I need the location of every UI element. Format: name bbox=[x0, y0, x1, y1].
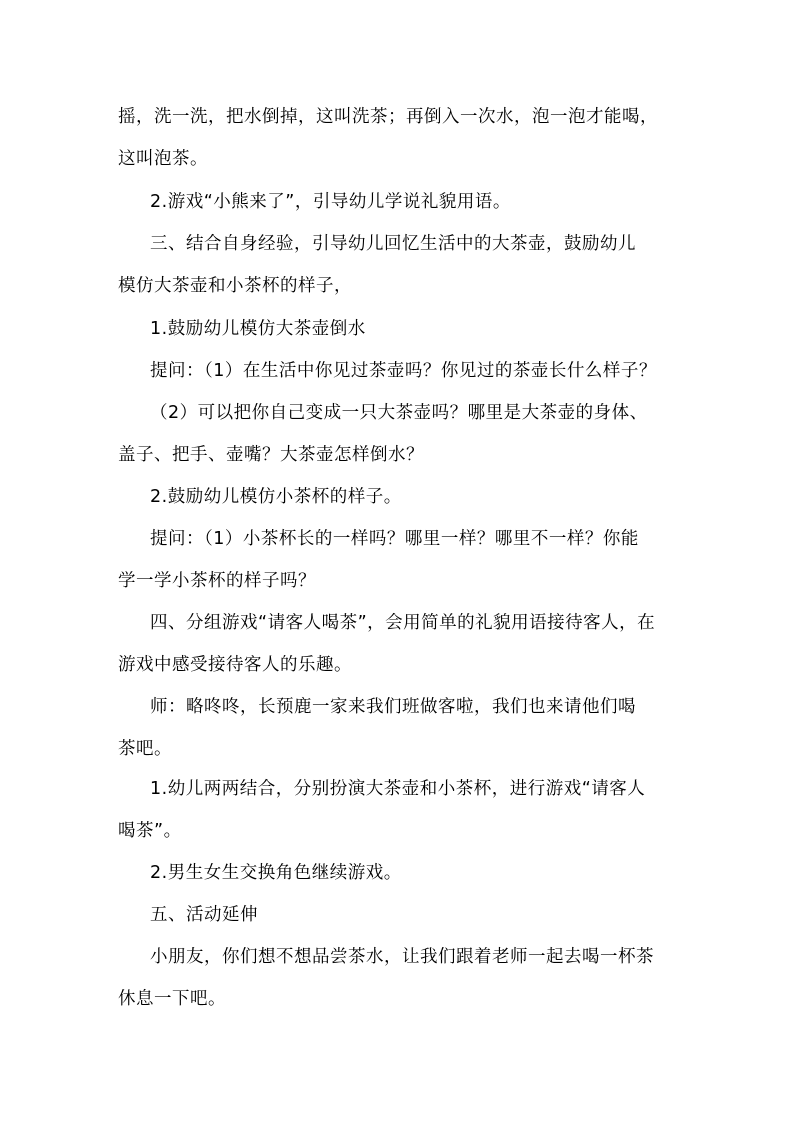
text-line: 2.男生女生交换角色继续游戏。 bbox=[150, 863, 402, 883]
text-line: 2.游戏“小熊来了”，引导幼儿学说礼貌用语。 bbox=[150, 192, 511, 212]
text-line: 休息一下吧。 bbox=[118, 989, 226, 1009]
text-line: 2.鼓励幼儿模仿小茶杯的样子。 bbox=[150, 487, 402, 507]
text-line: 这叫泡茶。 bbox=[118, 149, 208, 169]
text-line: 学一学小茶杯的样子吗？ bbox=[118, 571, 316, 591]
text-line: 茶吧。 bbox=[118, 739, 172, 759]
text-line: 四、分组游戏“请客人喝茶”，会用简单的礼貌用语接待客人，在 bbox=[150, 613, 656, 633]
text-line: 盖子、把手、壶嘴？大茶壶怎样倒水？ bbox=[118, 445, 424, 465]
text-line: 三、结合自身经验，引导幼儿回忆生活中的大茶壶，鼓励幼儿 bbox=[150, 234, 636, 254]
text-line: 1.鼓励幼儿模仿大茶壶倒水 bbox=[150, 319, 366, 339]
text-line: 喝茶”。 bbox=[118, 821, 182, 841]
text-line: 小朋友，你们想不想品尝茶水，让我们跟着老师一起去喝一杯茶 bbox=[150, 947, 654, 967]
text-line: 提问：（1）小茶杯长的一样吗？哪里一样？哪里不一样？你能 bbox=[150, 529, 639, 549]
text-line: 五、活动延伸 bbox=[150, 905, 258, 925]
text-line: 1.幼儿两两结合，分别扮演大茶壶和小茶杯，进行游戏“请客人 bbox=[150, 779, 646, 799]
text-line: 游戏中感受接待客人的乐趣。 bbox=[118, 655, 352, 675]
text-line: 摇，洗一洗，把水倒掉，这叫洗茶；再倒入一次水，泡一泡才能喝， bbox=[118, 107, 658, 127]
text-line: 模仿大茶壶和小茶杯的样子， bbox=[118, 276, 352, 296]
text-line: 师：略咚咚，长预鹿一家来我们班做客啦，我们也来请他们喝 bbox=[150, 697, 636, 717]
text-line: （2）可以把你自己变成一只大茶壶吗？哪里是大茶壶的身体、 bbox=[150, 403, 648, 423]
text-line: 提问：（1）在生活中你见过茶壶吗？你见过的茶壶长什么样子？ bbox=[150, 361, 657, 381]
